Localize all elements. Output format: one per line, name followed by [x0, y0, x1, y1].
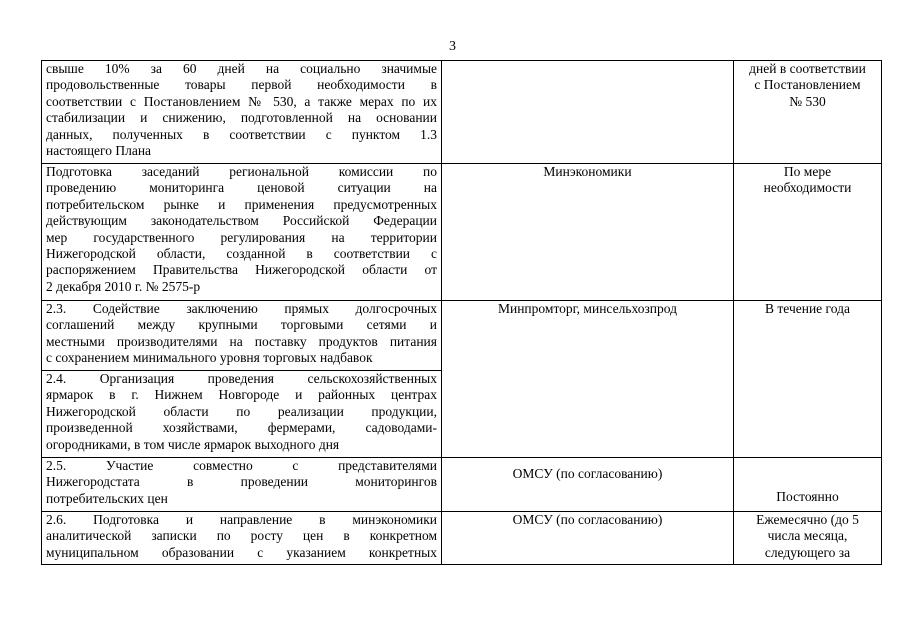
task-cell: 2.4. Организация проведения сельскохозяйственных ярмарок в г. Нижнем Новгороде и районных центрах Нижегородской области по реализации продукции, произведенной хозяйствами, фермерами, садоводами- огородниками, в том числе ярмарок выходного дня — [42, 371, 442, 458]
executor-cell: Минпромторг, минсельхозпрод — [442, 301, 734, 458]
task-cell: Подготовка заседаний региональной комиссии по проведению мониторинга ценовой ситуации на потребительском рынке и применения предусмотренных действующим законодательством Российской Федерации мер государственного регулирования на территории Нижегородской области, созданной в соответствии с распоряжением Правительства Нижегородской области от 2 декабря 2010 г. № 2575-р — [42, 164, 442, 301]
table-row — [42, 164, 882, 301]
task-cell: 2.6. Подготовка и направление в минэкономики аналитической записки по росту цен в конкретном муниципальном образовании с указанием конкретных — [42, 512, 442, 565]
task-cell: свыше 10% за 60 дней на социально значимые продовольственные товары первой необходимости в соответствии с Постановлением № 530, а также мерах по их стабилизации и снижению, подготовленной на основании данных, полученных в соответствии с пунктом 1.3 настоящего Плана — [42, 61, 442, 164]
term-cell: дней в соответствии с Постановлением № 530 — [734, 61, 882, 164]
task-cell: 2.5. Участие совместно с представителями Нижегородстата в проведении мониторингов потребительских цен — [42, 458, 442, 512]
executor-cell: Минэкономики — [442, 164, 734, 301]
executor-cell: ОМСУ (по согласованию) — [442, 512, 734, 565]
table-row — [42, 301, 882, 371]
term-cell: В течение года — [734, 301, 882, 458]
table-row — [42, 61, 882, 164]
page-number: 3 — [449, 39, 456, 54]
executor-cell — [442, 61, 734, 164]
table-row — [42, 512, 882, 565]
plan-table — [41, 60, 882, 565]
executor-cell: ОМСУ (по согласованию) — [442, 458, 734, 512]
task-cell: 2.3. Содействие заключению прямых долгосрочных соглашений между крупными торговыми сетями и местными производителями на поставку продуктов питания с сохранением минимального уровня торговых надбавок — [42, 301, 442, 371]
term-cell: Ежемесячно (до 5 числа месяца, следующего за — [734, 512, 882, 565]
table-row — [42, 458, 882, 512]
term-cell: По мере необходимости — [734, 164, 882, 301]
term-cell: Постоянно — [734, 458, 882, 512]
